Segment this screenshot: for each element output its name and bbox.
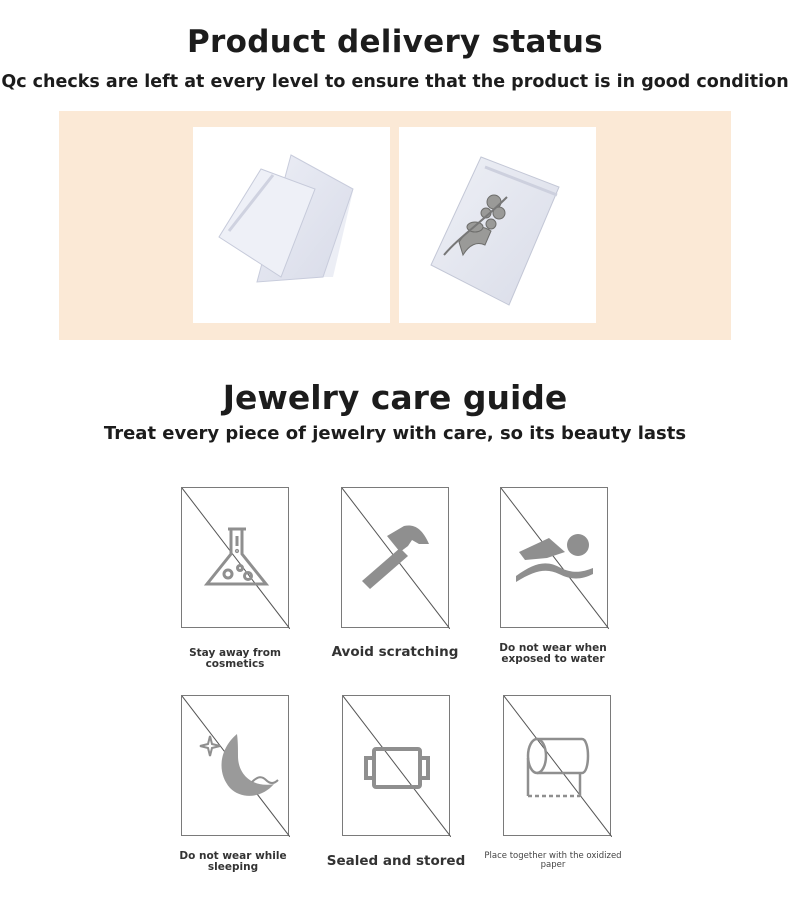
- care-label-sleeping: Do not wear while sleeping: [179, 850, 287, 874]
- care-label-cosmetics: Stay away from cosmetics: [189, 647, 281, 671]
- care-title: Jewelry care guide: [222, 378, 568, 417]
- care-tile-oxidized-paper: [503, 695, 611, 836]
- moon-icon: [200, 734, 278, 796]
- paper-roll-icon: [528, 739, 588, 796]
- care-tile-scratching: [341, 487, 449, 628]
- delivery-subtitle: Qc checks are left at every level to ensure that the product is in good condition: [1, 72, 789, 92]
- care-tile-cosmetics: [181, 487, 289, 628]
- photo-empty-zip-bags: [193, 127, 390, 323]
- care-tile-water: [500, 487, 608, 628]
- hammer-icon: [362, 526, 429, 589]
- care-subtitle: Treat every piece of jewelry with care, so its beauty lasts: [103, 423, 687, 444]
- care-tile-sleeping: [181, 695, 289, 836]
- care-label-scratching: Avoid scratching: [331, 644, 459, 660]
- care-tile-sealed: [342, 695, 450, 836]
- care-label-sealed: Sealed and stored: [326, 853, 466, 869]
- care-label-oxidized-paper: Place together with the oxidized paper: [484, 851, 622, 870]
- box-icon: [366, 749, 428, 787]
- flask-icon: [207, 529, 266, 584]
- photo-zip-bag-with-jewelry: [399, 127, 596, 323]
- care-label-water: Do not wear when exposed to water: [499, 642, 607, 666]
- delivery-title: Product delivery status: [187, 24, 603, 60]
- photo-band: [59, 111, 731, 340]
